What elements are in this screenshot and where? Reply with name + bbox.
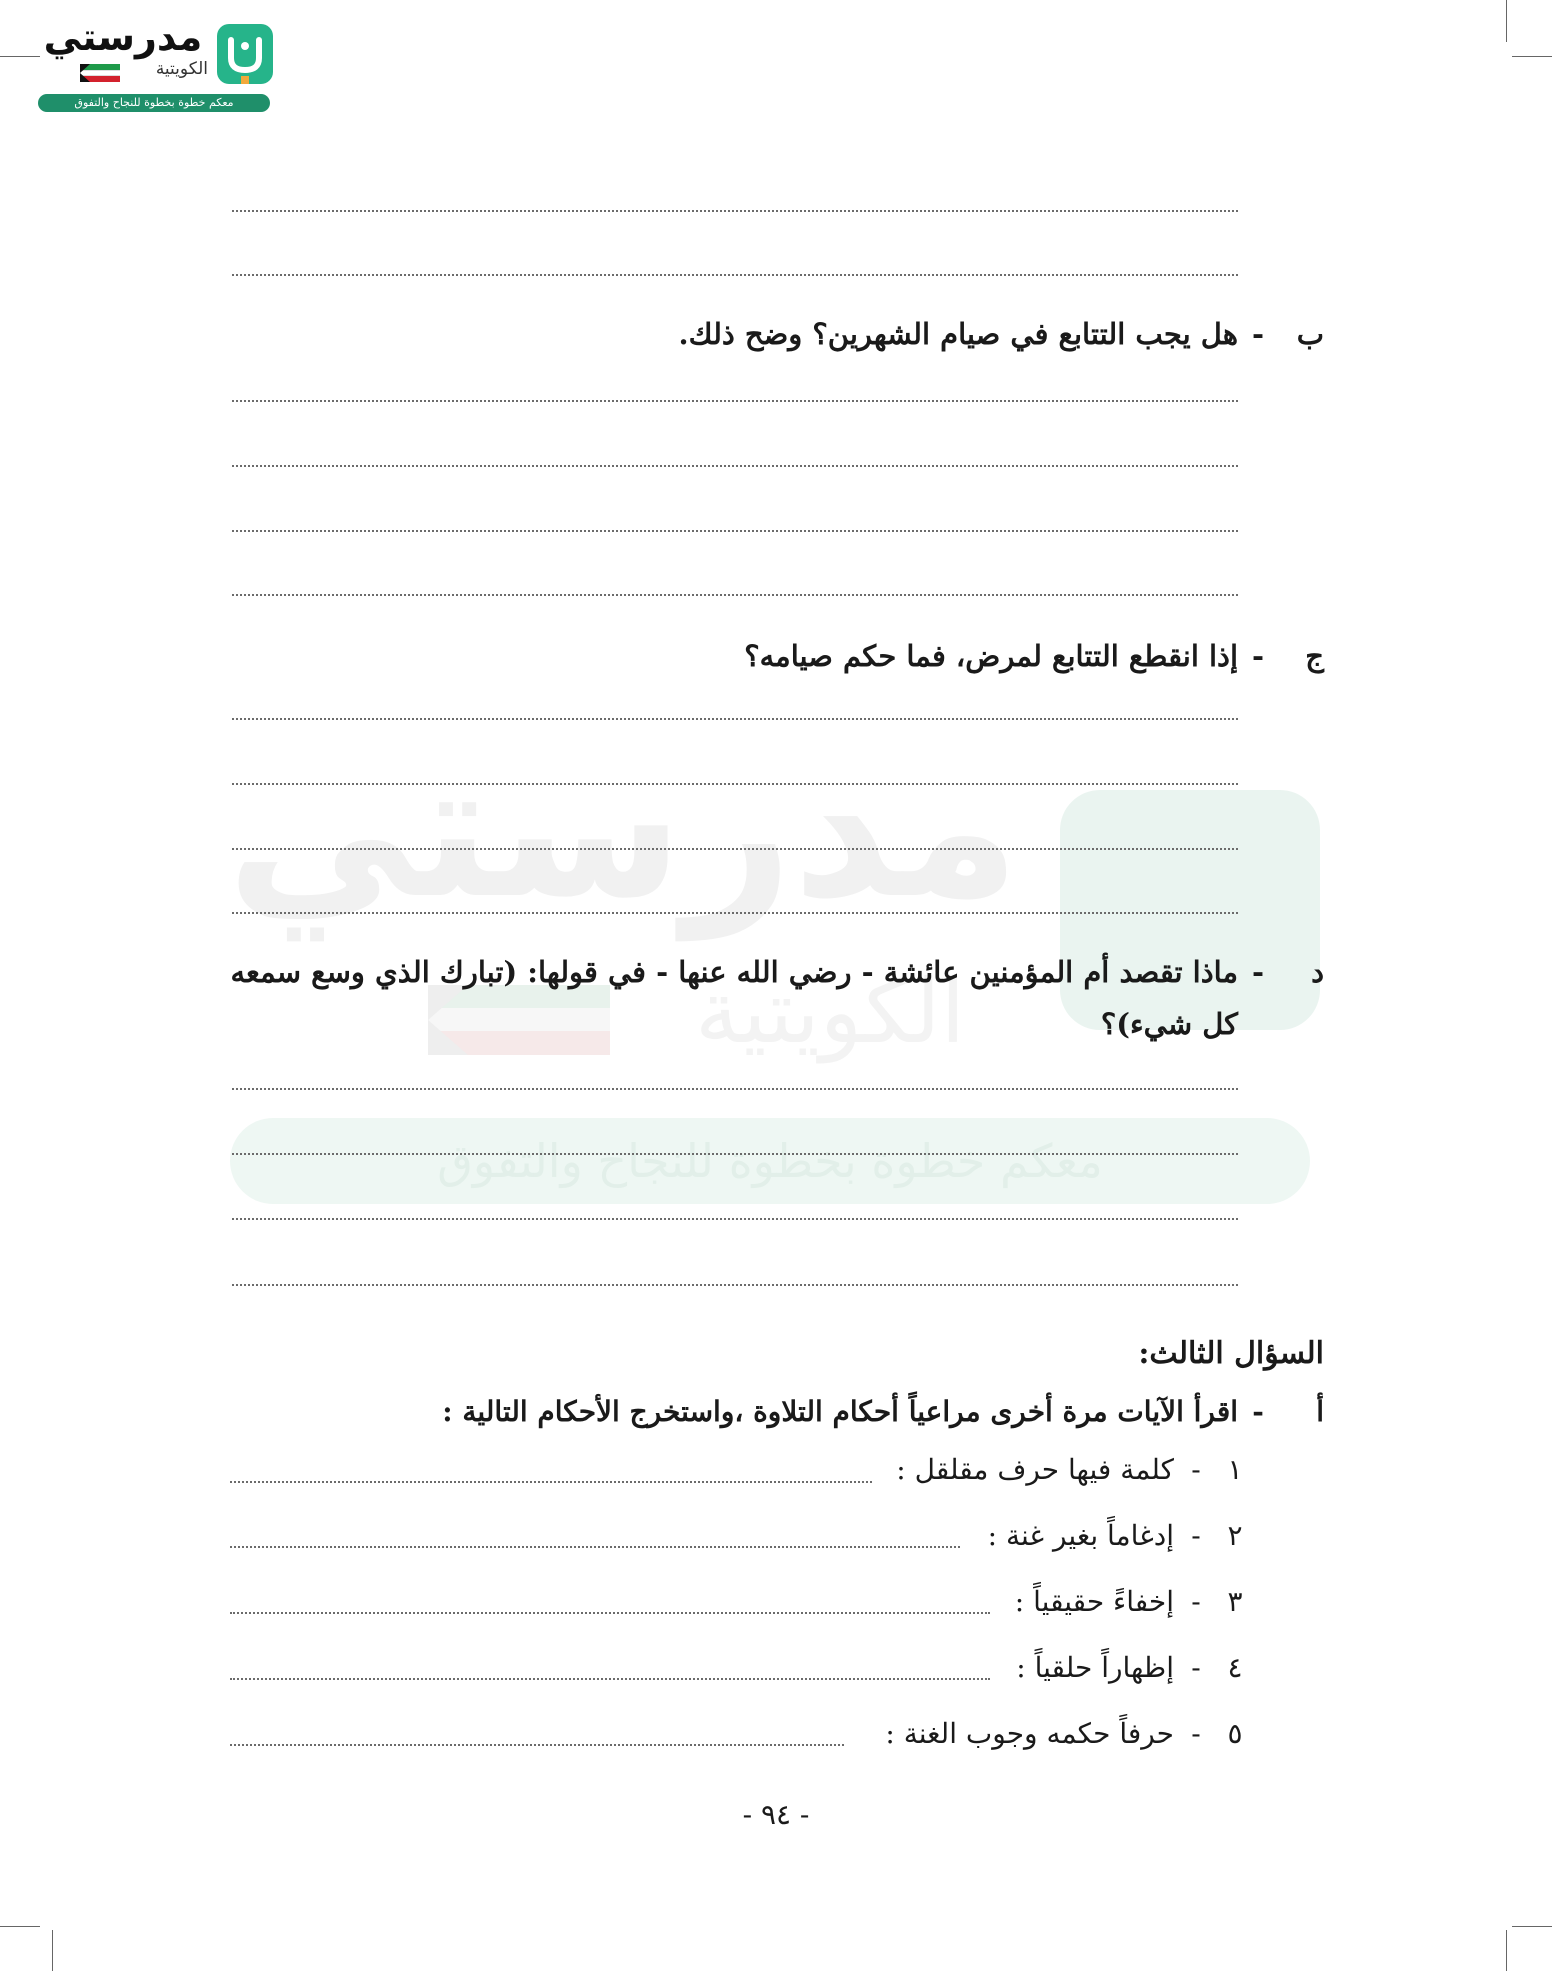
answer-line xyxy=(232,465,1238,467)
answer-line xyxy=(230,1612,990,1614)
answer-line xyxy=(232,912,1238,914)
list-item: ١-كلمة فيها حرف مقلقل : xyxy=(896,1448,1252,1492)
logo-title: مدرستي xyxy=(43,15,203,59)
question-d-label: د xyxy=(1311,955,1324,989)
answer-line xyxy=(232,1088,1238,1090)
answer-line xyxy=(232,718,1238,720)
answer-line xyxy=(232,530,1238,532)
answer-line xyxy=(230,1678,990,1680)
crop-mark xyxy=(0,56,40,57)
item-text: حرفاً حكمه وجوب الغنة : xyxy=(885,1717,1174,1750)
item-number: ٥ xyxy=(1227,1717,1243,1750)
item-number: ٤ xyxy=(1227,1651,1243,1684)
question-d-text-line1: ماذا تقصد أم المؤمنين عائشة - رضي الله عنها - في قولها: (تبارك الذي وسع سمعه xyxy=(230,955,1238,989)
crop-mark xyxy=(1506,0,1507,42)
logo-subtitle: الكويتية xyxy=(155,59,208,79)
question-d-continuation xyxy=(1101,998,1238,1050)
answer-line xyxy=(230,1744,844,1746)
logo-icon xyxy=(217,24,273,84)
crop-mark xyxy=(0,1926,40,1927)
section3-question-a-text: اقرأ الآيات مرة أخرى مراعياً أحكام التلاوة ،واستخرج الأحكام التالية : xyxy=(442,1395,1238,1428)
list-item: ٥-حرفاً حكمه وجوب الغنة : xyxy=(885,1712,1252,1756)
item-text: كلمة فيها حرف مقلقل : xyxy=(896,1453,1174,1486)
item-number: ٢ xyxy=(1227,1519,1243,1552)
watermark-tagline: معكم خطوة بخطوة للنجاح والتفوق xyxy=(230,1118,1310,1204)
crop-mark xyxy=(1506,1930,1507,1971)
list-item: ٤-إظهاراً حلقياً : xyxy=(1016,1646,1252,1690)
item-text: إظهاراً حلقياً : xyxy=(1016,1651,1174,1684)
section3-question-a: أ-اقرأ الآيات مرة أخرى مراعياً أحكام التلاوة ،واستخرج الأحكام التالية : xyxy=(442,1386,1324,1438)
answer-line xyxy=(232,783,1238,785)
question-d-text-line2: كل شيء)؟ xyxy=(1100,1007,1238,1041)
answer-line xyxy=(230,1546,960,1548)
answer-line xyxy=(232,400,1238,402)
answer-line xyxy=(232,848,1238,850)
question-d: د-ماذا تقصد أم المؤمنين عائشة - رضي الله عنها - في قولها: (تبارك الذي وسع سمعه xyxy=(230,946,1324,998)
answer-line xyxy=(232,594,1238,596)
logo-tagline: معكم خطوة بخطوة للنجاح والتفوق xyxy=(38,94,270,112)
answer-line xyxy=(232,1218,1238,1220)
watermark-subtitle: الكويتية xyxy=(694,960,966,1063)
item-number: ١ xyxy=(1227,1453,1243,1486)
answer-line xyxy=(232,1284,1238,1286)
question-b-text: هل يجب التتابع في صيام الشهرين؟ وضح ذلك. xyxy=(678,317,1238,351)
crop-mark xyxy=(1512,56,1552,57)
answer-line xyxy=(232,210,1238,212)
question-c-label: ج xyxy=(1305,639,1324,673)
question-c: ج-إذا انقطع التتابع لمرض، فما حكم صيامه؟ xyxy=(744,630,1324,682)
answer-line xyxy=(232,274,1238,276)
list-item: ٢-إدغاماً بغير غنة : xyxy=(988,1514,1252,1558)
question-b: ب-هل يجب التتابع في صيام الشهرين؟ وضح ذلك. xyxy=(679,308,1324,360)
crop-mark xyxy=(1512,1926,1552,1927)
item-text: إدغاماً بغير غنة : xyxy=(987,1519,1174,1552)
list-item: ٣-إخفاءً حقيقياً : xyxy=(1015,1580,1252,1624)
question-c-text: إذا انقطع التتابع لمرض، فما حكم صيامه؟ xyxy=(744,639,1238,673)
question-b-label: ب xyxy=(1296,317,1324,351)
page-number: - ٩٤ - xyxy=(742,1798,810,1831)
watermark-title: مدرستي xyxy=(226,719,1020,940)
section3-question-a-label: أ xyxy=(1316,1395,1324,1428)
item-number: ٣ xyxy=(1227,1585,1243,1618)
answer-line xyxy=(230,1481,872,1483)
kuwait-flag-icon xyxy=(80,64,120,82)
item-text: إخفاءً حقيقياً : xyxy=(1014,1585,1174,1618)
crop-mark xyxy=(52,1930,53,1971)
answer-line xyxy=(232,1153,1238,1155)
section-heading: السؤال الثالث: xyxy=(1138,1336,1324,1371)
